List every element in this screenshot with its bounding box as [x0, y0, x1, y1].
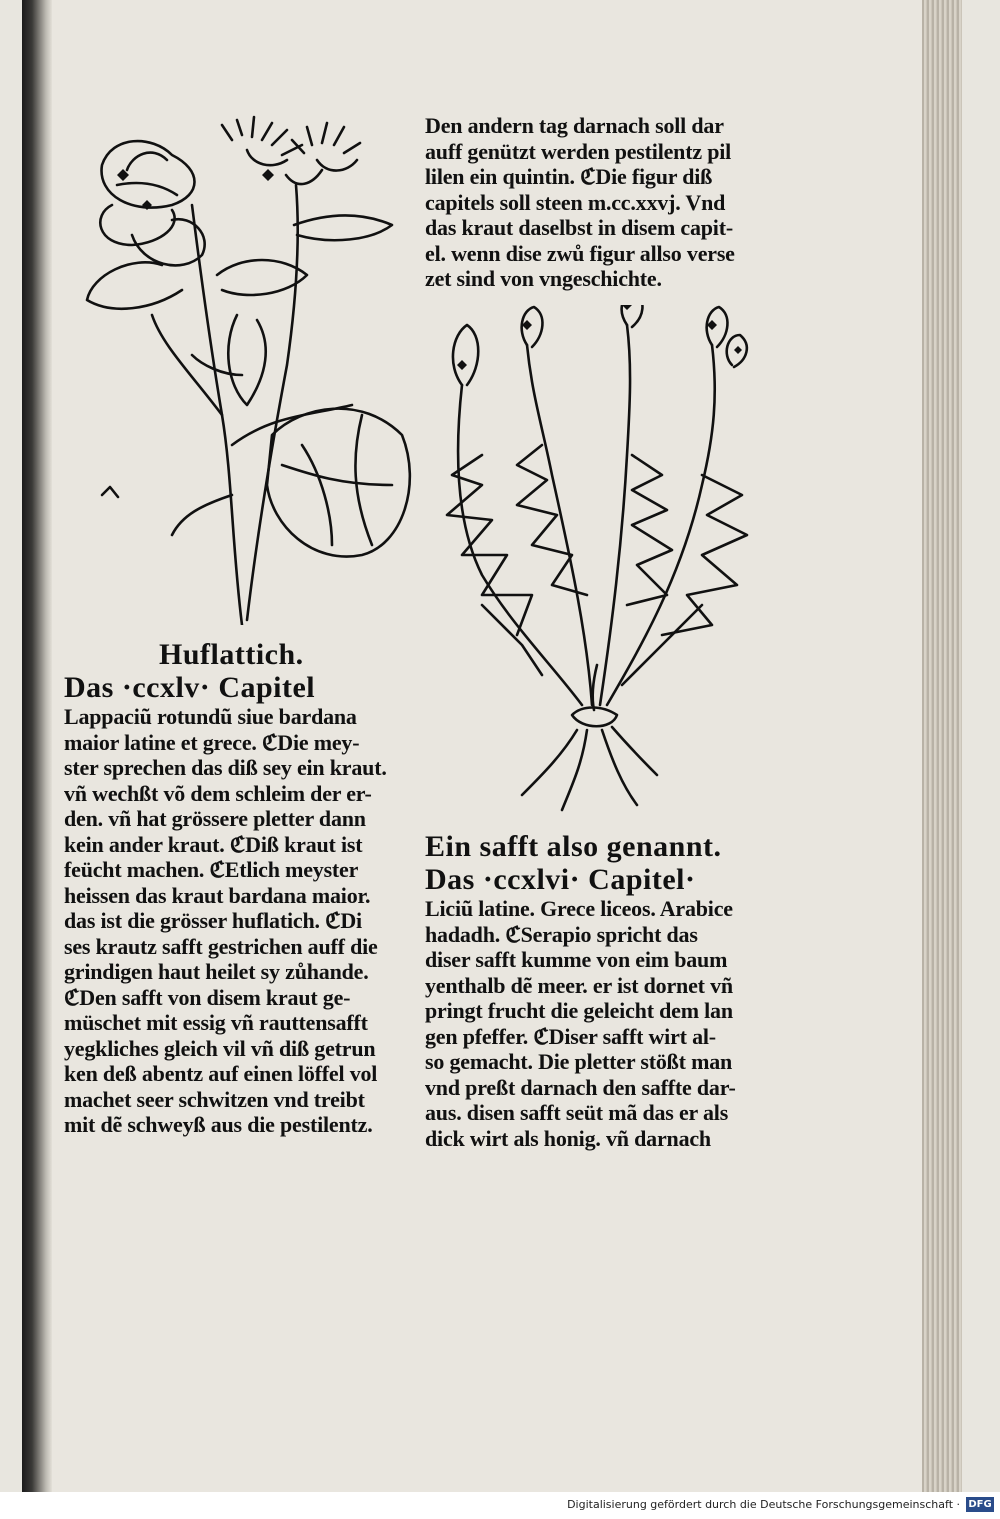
- text-line: el. wenn dise zwů figur allso verse: [425, 240, 735, 266]
- right-heading-title: Ein safft also genannt.: [425, 830, 722, 863]
- text-line: machet seer schwitzen vnd treibt: [64, 1086, 365, 1112]
- text-line: feücht machen. ℭEtlich meyster: [64, 857, 359, 882]
- right-top-column: [425, 113, 735, 292]
- right-top-body: [425, 113, 735, 292]
- text-line: ken deß abentz auf einen löffel vol: [64, 1061, 378, 1086]
- text-line: yenthalb dẽ meer. er ist dornet vñ: [425, 972, 733, 998]
- dfg-logo: DFG: [966, 1497, 994, 1512]
- text-line: hadadh. ℭSerapio spricht das: [425, 921, 698, 947]
- text-line: heissen das kraut bardana maior.: [64, 882, 371, 908]
- right-column: [425, 830, 736, 1151]
- text-line: ster sprechen das diß sey ein kraut.: [64, 755, 387, 780]
- text-line: Lappaciũ rotundũ siue bardana: [64, 704, 357, 729]
- text-line: müschet mit essig vñ rauttensafft: [64, 1010, 368, 1035]
- text-line: das ist die grösser huflatich. ℭDi: [64, 908, 362, 933]
- text-line: maior latine et grece. ℭDie mey-: [64, 729, 360, 755]
- text-line: capitels soll steen m.cc.xxvj. Vnd: [425, 189, 726, 215]
- text-line: grindigen haut heilet sy zůhande.: [64, 959, 369, 984]
- page-edge: [922, 0, 962, 1492]
- footer-bar: [0, 1492, 1000, 1519]
- text-line: zet sind von vngeschichte.: [425, 266, 662, 291]
- text-line: auff genützt werden pestilentz pil: [425, 138, 732, 164]
- text-line: das kraut daselbst in disem capit-: [425, 215, 733, 240]
- text-line: pringt frucht die geleicht dem lan: [425, 998, 733, 1023]
- huflattich-woodcut: [72, 115, 432, 625]
- text-line: dick wirt als honig. vñ darnach: [425, 1125, 711, 1151]
- text-line: Den andern tag darnach soll dar: [425, 113, 724, 138]
- text-line: den. vñ hat grössere pletter dann: [64, 806, 366, 831]
- left-column: [64, 638, 387, 1138]
- text-line: kein ander kraut. ℭDiß kraut ist: [64, 831, 363, 857]
- right-body: [425, 896, 736, 1151]
- text-line: ses krautz safft gestrichen auff die: [64, 933, 378, 959]
- left-heading-title: Huflattich.: [159, 638, 304, 671]
- text-line: ℭDen safft von disem kraut ge-: [64, 984, 351, 1010]
- book-page: [22, 0, 962, 1492]
- text-line: yegkliches gleich vil vñ diß getrun: [64, 1035, 376, 1061]
- text-line: gen pfeffer. ℭDiser safft wirt al-: [425, 1023, 716, 1049]
- text-line: mit dẽ schweyß aus die pestilentz.: [64, 1112, 373, 1137]
- left-heading-chapter: Das ·ccxlv· Capitel: [64, 671, 316, 704]
- text-line: lilen ein quintin. ℭDie figur diß: [425, 164, 713, 189]
- licium-woodcut: [422, 305, 782, 825]
- text-line: Liciũ latine. Grece liceos. Arabice: [425, 896, 733, 921]
- text-line: aus. disen safft seüt mã das er als: [425, 1100, 729, 1125]
- text-line: vnd preßt darnach den saffte dar-: [425, 1074, 736, 1100]
- text-line: diser safft kumme von eim baum: [425, 947, 728, 972]
- text-line: so gemacht. Die pletter stößt man: [425, 1049, 733, 1074]
- footer-credit: Digitalisierung gefördert durch die Deutsche Forschungsgemeinschaft ·: [567, 1498, 960, 1511]
- right-heading-chapter: Das ·ccxlvi· Capitel·: [425, 863, 696, 896]
- left-body: [64, 704, 387, 1138]
- text-line: vñ wechßt võ dem schleim der er-: [64, 780, 372, 806]
- book-spine: [22, 0, 52, 1492]
